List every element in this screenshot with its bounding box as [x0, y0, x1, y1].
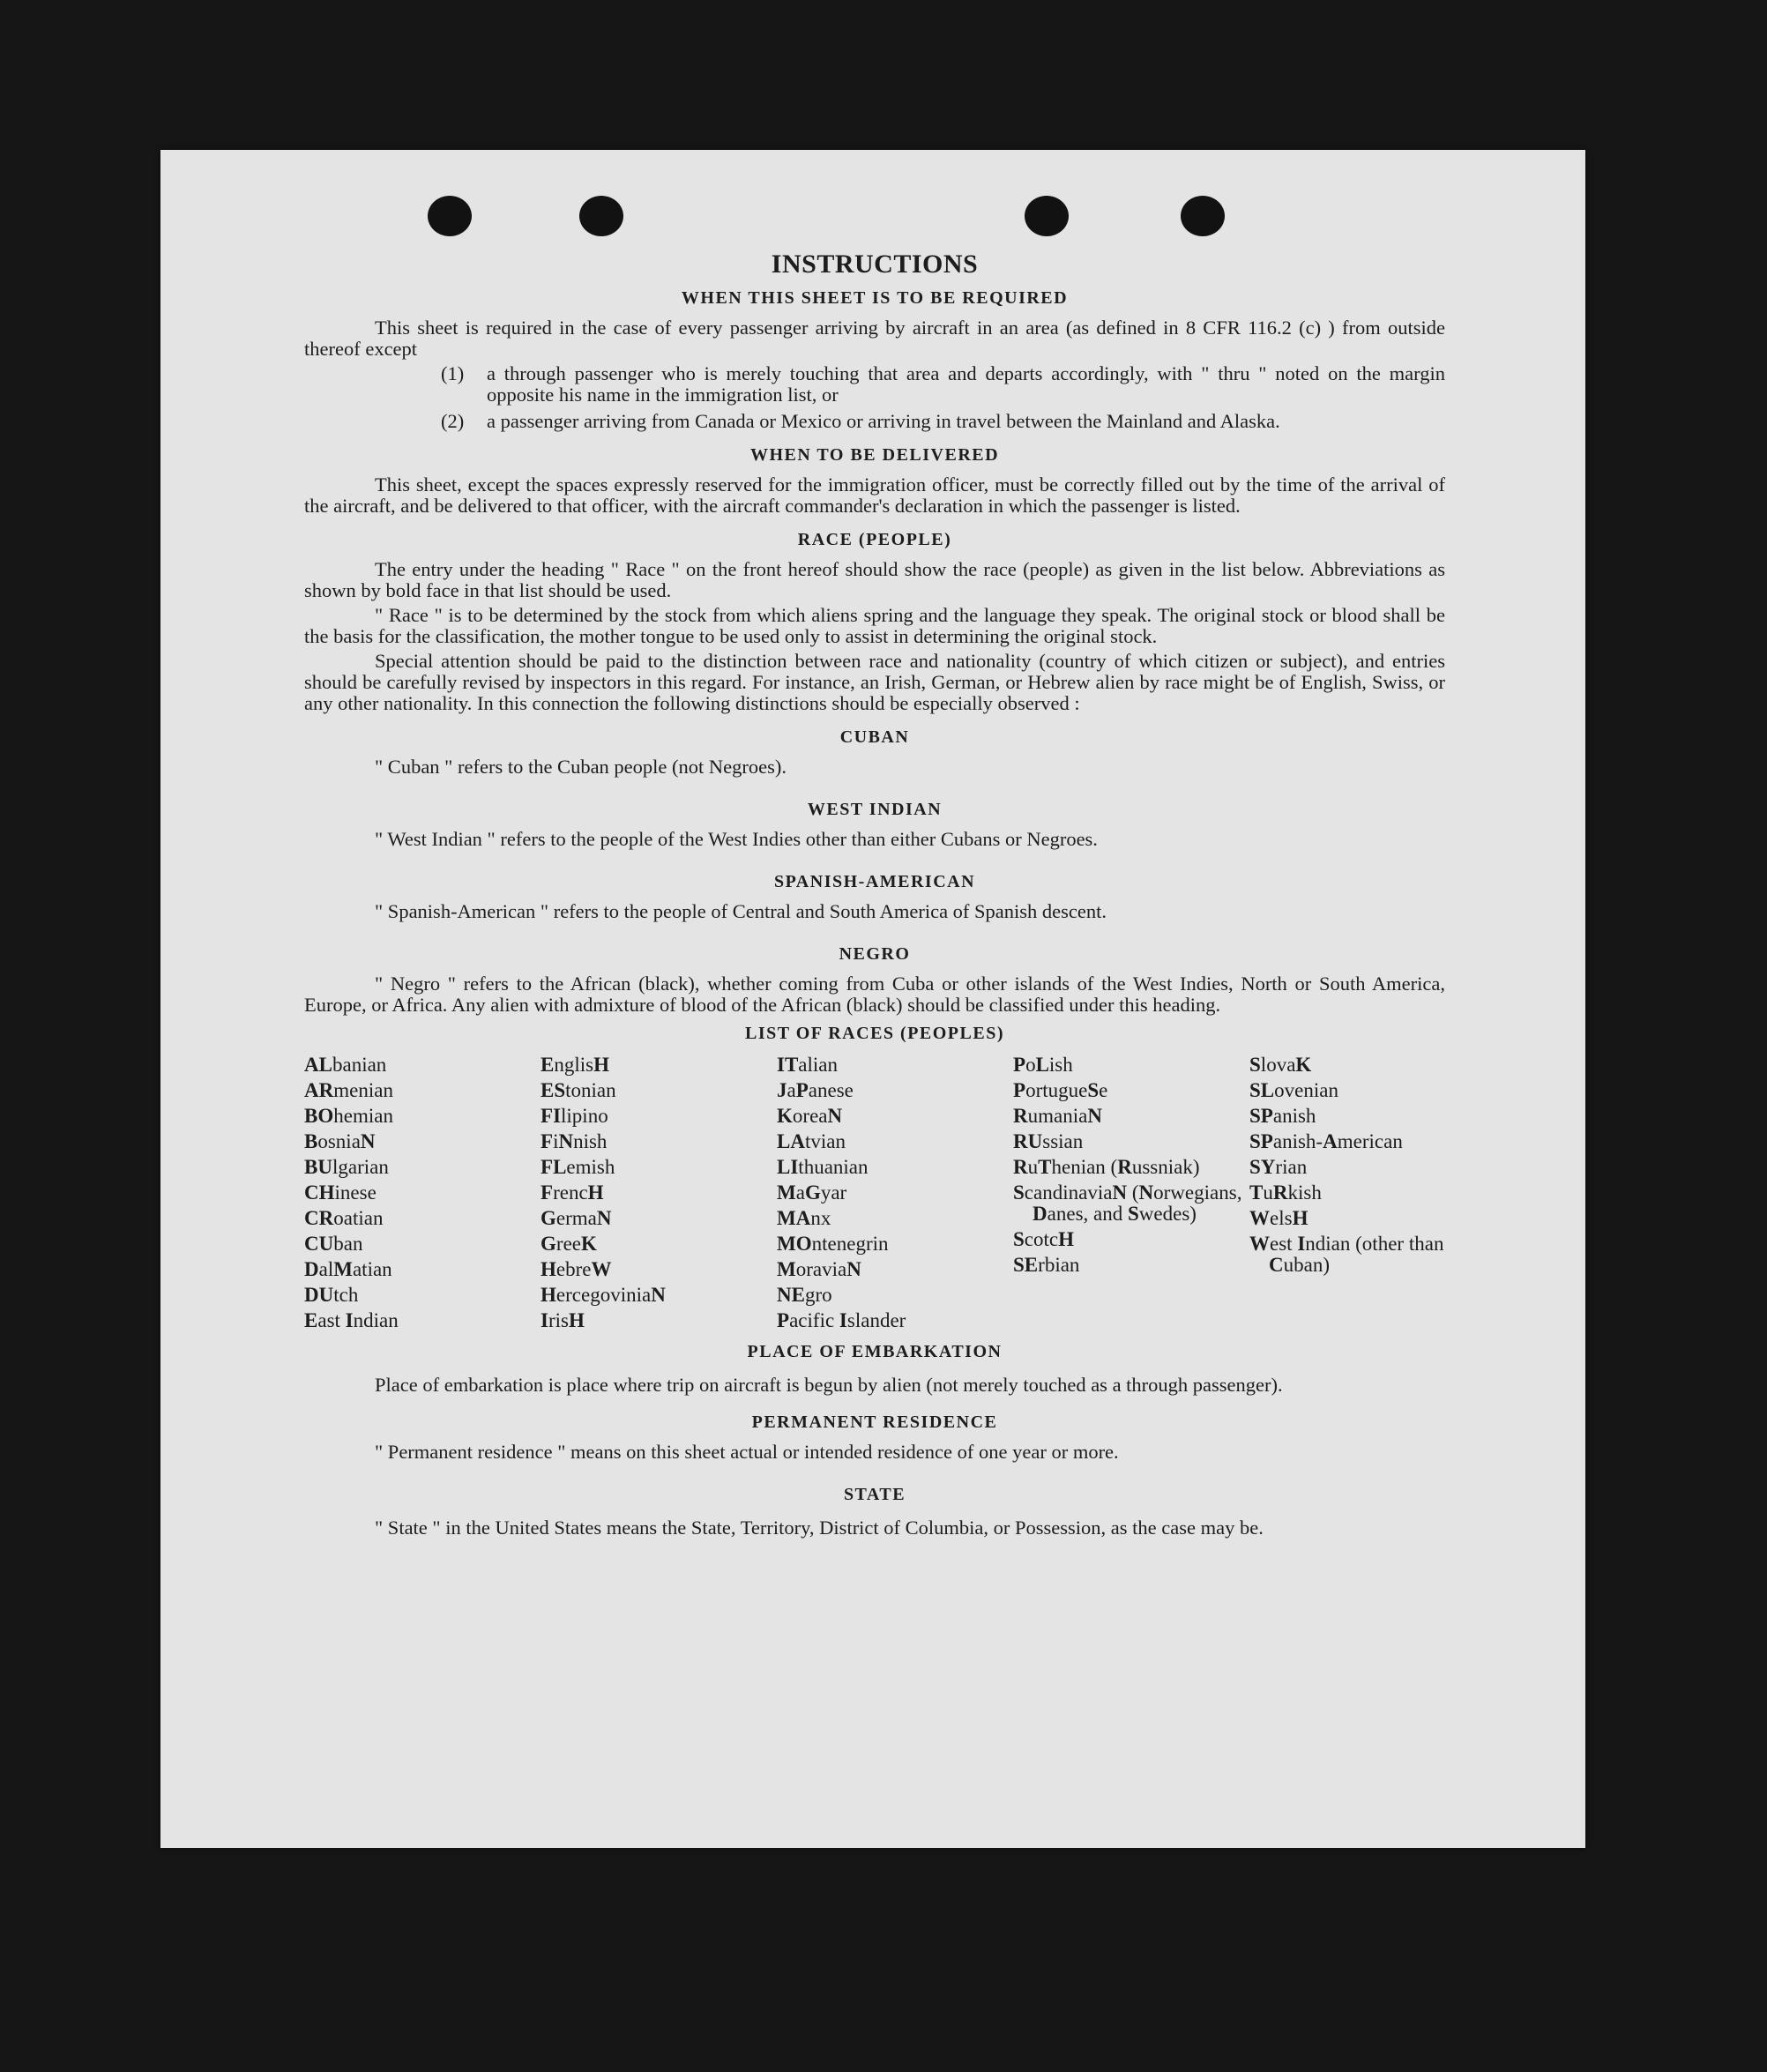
- west-indian-text: " West Indian " refers to the people of the West Indies other than either Cubans or Negroes.: [375, 828, 1098, 850]
- race-entry: LAtvian: [777, 1130, 846, 1152]
- race-entry: EStonian: [541, 1079, 616, 1101]
- exception-item: [441, 411, 1445, 432]
- residence-text: " Permanent residence " means on this sheet actual or intended residence of one year or more.: [375, 1441, 1119, 1463]
- cuban-text: " Cuban " refers to the Cuban people (not Negroes).: [375, 756, 787, 778]
- race-column: [777, 1055, 1013, 1336]
- race-entry: BUlgarian: [304, 1156, 389, 1178]
- spanish-american-text: " Spanish-American " refers to the people of Central and South America of Spanish descent.: [375, 900, 1107, 922]
- negro-text: " Negro " refers to the African (black), whether coming from Cuba or other islands of the West Indies, North or South America, Europe, or Africa. Any alien with admixture of blood of the African (black) should be classified under this heading.: [304, 973, 1445, 1016]
- exception-number: (2): [441, 410, 465, 432]
- race-entry: RuThenian (Russniak): [1013, 1156, 1200, 1178]
- race-column: [1013, 1055, 1249, 1336]
- race-entry: SYrian: [1249, 1156, 1308, 1178]
- race-entry: CUban: [304, 1233, 363, 1255]
- race-entry: SErbian: [1013, 1254, 1080, 1276]
- race-paragraph-1: The entry under the heading " Race " on the front hereof should show the race (people) as given in the list below. Abbreviations as shown by bold face in that list should be used.: [304, 558, 1445, 601]
- race-column: [1249, 1055, 1445, 1336]
- race-entry: CRoatian: [304, 1207, 384, 1229]
- race-entry: IrisH: [541, 1309, 585, 1331]
- punch-hole: [1181, 196, 1225, 236]
- section-heading-embarkation: PLACE OF EMBARKATION: [747, 1342, 1003, 1361]
- race-entry: MoraviaN: [777, 1258, 861, 1280]
- punch-hole: [1025, 196, 1069, 236]
- race-entry: ScotcH: [1013, 1228, 1075, 1250]
- race-list: [304, 1055, 1445, 1336]
- race-entry: MAnx: [777, 1207, 831, 1229]
- section-heading-west-indian: WEST INDIAN: [807, 800, 943, 819]
- race-entry: ARmenian: [304, 1079, 393, 1101]
- race-entry: EnglisH: [541, 1054, 609, 1076]
- exception-text: a through passenger who is merely touching that area and departs accordingly, with " thru " noted on the margin opposite his name in the immigration list, or: [487, 362, 1445, 406]
- race-entry: DUtch: [304, 1284, 359, 1306]
- section-heading-residence: PERMANENT RESIDENCE: [751, 1412, 998, 1432]
- race-entry: PoLish: [1013, 1054, 1073, 1076]
- race-entry: SLovenian: [1249, 1079, 1338, 1101]
- race-entry: LIthuanian: [777, 1156, 869, 1178]
- race-entry: HercegoviniaN: [541, 1284, 666, 1306]
- race-entry: West Indian (other than Cuban): [1249, 1233, 1444, 1276]
- race-entry: GreeK: [541, 1233, 597, 1255]
- race-entry: SPanish: [1249, 1105, 1316, 1127]
- punch-hole: [579, 196, 623, 236]
- race-entry: JaPanese: [777, 1079, 854, 1101]
- race-column: [304, 1055, 541, 1336]
- race-entry: KoreaN: [777, 1105, 843, 1127]
- delivered-text: This sheet, except the spaces expressly reserved for the immigration officer, must be correctly filled out by the time of the arrival of the aircraft, and be delivered to that officer, with the aircraft commander's declaration in which the passenger is listed.: [304, 473, 1445, 517]
- race-entry: ScandinaviaN (Norwegians, Danes, and Swedes): [1013, 1181, 1242, 1225]
- race-entry: Pacific Islander: [777, 1309, 906, 1331]
- race-entry: CHinese: [304, 1181, 377, 1204]
- race-entry: East Indian: [304, 1309, 399, 1331]
- race-paragraph-3: Special attention should be paid to the distinction between race and nationality (country of which citizen or subject), and entries should be carefully revised by inspectors in this regard. For instance, an Irish, German, or Hebrew alien by race might be of English, Swiss, or any other nationality. In this connection the following distinctions should be especially observed :: [304, 650, 1445, 714]
- race-entry: BosniaN: [304, 1130, 376, 1152]
- state-text: " State " in the United States means the State, Territory, District of Columbia, or Possession, as the case may be.: [375, 1517, 1264, 1539]
- exception-item: [441, 363, 1445, 406]
- race-entry: RUssian: [1013, 1130, 1084, 1152]
- race-entry: WelsH: [1249, 1207, 1308, 1229]
- race-entry: NEgro: [777, 1284, 832, 1306]
- race-entry: BOhemian: [304, 1105, 393, 1127]
- race-entry: TuRkish: [1249, 1181, 1322, 1204]
- race-entry: HebreW: [541, 1258, 612, 1280]
- race-entry: SlovaK: [1249, 1054, 1312, 1076]
- race-entry: PortugueSe: [1013, 1079, 1108, 1101]
- race-entry: FIlipino: [541, 1105, 608, 1127]
- section-heading-state: STATE: [843, 1485, 906, 1504]
- required-intro: This sheet is required in the case of every passenger arriving by aircraft in an area (as defined in 8 CFR 116.2 (c) ) from outside thereof except: [304, 317, 1445, 360]
- race-entry: ITalian: [777, 1054, 839, 1076]
- race-entry: ALbanian: [304, 1054, 387, 1076]
- exception-text: a passenger arriving from Canada or Mexico or arriving in travel between the Mainland and Alaska.: [487, 410, 1280, 432]
- section-heading-negro: NEGRO: [839, 944, 911, 964]
- punch-hole: [428, 196, 472, 236]
- instructions-content: [304, 250, 1445, 1542]
- section-heading-delivered: WHEN TO BE DELIVERED: [749, 445, 1000, 465]
- page-title: INSTRUCTIONS: [771, 250, 979, 279]
- embarkation-text: Place of embarkation is place where trip on aircraft is begun by alien (not merely touched as a through passenger).: [375, 1374, 1283, 1396]
- race-entry: SPanish-American: [1249, 1130, 1403, 1152]
- section-heading-race: RACE (PEOPLE): [797, 530, 952, 549]
- section-heading-races: LIST OF RACES (PEOPLES): [744, 1024, 1004, 1043]
- section-heading-spanish-american: SPANISH-AMERICAN: [773, 872, 976, 891]
- race-entry: RumaniaN: [1013, 1105, 1102, 1127]
- document-page: [160, 150, 1585, 1848]
- race-entry: MOntenegrin: [777, 1233, 889, 1255]
- race-entry: MaGyar: [777, 1181, 847, 1204]
- race-paragraph-2: " Race " is to be determined by the stock from which aliens spring and the language they speak. The original stock or blood shall be the basis for the classification, the mother tongue to be used only to assist in determining the original stock.: [304, 604, 1445, 647]
- section-heading-cuban: CUBAN: [839, 727, 910, 747]
- race-entry: GermaN: [541, 1207, 612, 1229]
- race-entry: FrencH: [541, 1181, 604, 1204]
- race-column: [541, 1055, 777, 1336]
- section-heading-required: WHEN THIS SHEET IS TO BE REQUIRED: [681, 288, 1069, 308]
- race-entry: FiNnish: [541, 1130, 608, 1152]
- race-entry: DalMatian: [304, 1258, 392, 1280]
- race-entry: FLemish: [541, 1156, 615, 1178]
- exception-number: (1): [441, 362, 465, 384]
